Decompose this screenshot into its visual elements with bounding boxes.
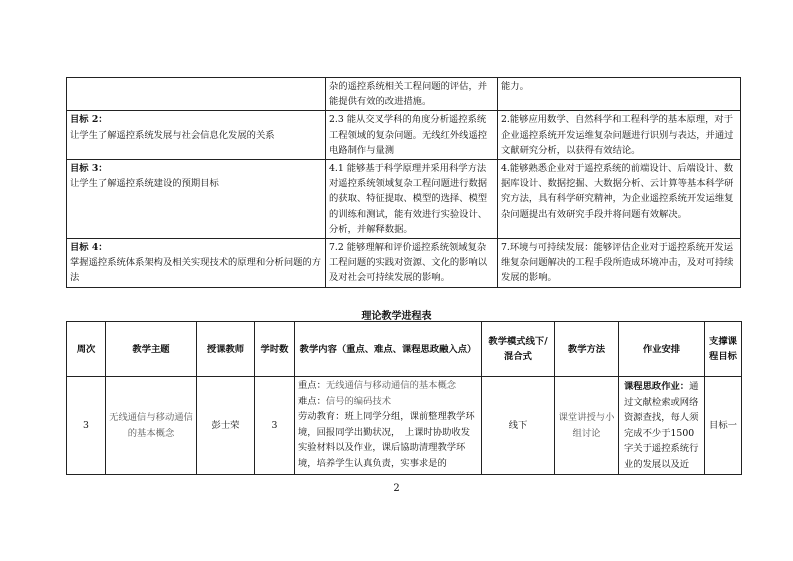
week-cell: 3: [67, 377, 106, 475]
key-text: 无线通信与移动通信的基本概念: [325, 380, 457, 391]
objective-title: 目标 4：: [70, 242, 108, 254]
difficulty-text: 信号的编码技术: [325, 395, 391, 407]
teacher-cell: 彭士荣: [197, 377, 255, 475]
objective-desc: 让学生了解遥控系统发展与社会信息化发展的关系: [70, 129, 275, 141]
schedule-caption: 理论教学进程表: [361, 311, 432, 322]
homework-label: 课程思政作业：: [624, 381, 690, 392]
key-label: 重点：: [298, 380, 326, 391]
objective-title: 目标 3：: [70, 163, 108, 175]
objective-desc: 掌握遥控系统体系架构及相关实现技术的原理和分析问题的方法: [70, 257, 322, 284]
indicator-cell: 4.1 能够基于科学原理并采用科学方法对遥控系统领域复杂工程问题进行数据的获取、特征提取、模型的选择、模型的训练和测试，能有效进行实验设计、分析，并解释数据。: [326, 160, 498, 239]
requirement-cell: 2.能够应用数学、自然科学和工程科学的基本原理，对于企业遥控系统开发运维复杂问题进行识别与表达，并通过文献研究分析，以获得有效结论。: [498, 111, 741, 160]
header-week: 周次: [67, 322, 106, 377]
method-cell: 课堂讲授与小组讨论: [555, 377, 619, 475]
table-row: [67, 239, 741, 288]
objectives-table: [66, 77, 741, 288]
mode-cell: 线下: [482, 377, 555, 475]
page-number: 2: [393, 483, 400, 494]
table-row: [67, 111, 741, 160]
requirement-cell: 4.能够熟悉企业对于遥控系统的前端设计、后端设计、数据库设计、数据挖掘、大数据分析、云计算等基本科学研究方法，具有科学研究精神，为企业遥控系统开发运维复杂问题提出有效研究手段并将问题有效解决。: [498, 160, 741, 239]
header-target: 支撑课程目标: [705, 322, 742, 377]
indicator-cell: 7.2 能够理解和评价遥控系统领域复杂工程问题的实践对资源、文化的影响以及对社会可持续发展的影响。: [326, 239, 498, 288]
header-topic: 教学主题: [106, 322, 197, 377]
objective-desc: 让学生了解遥控系统建设的预期目标: [70, 178, 219, 190]
homework-cell: [619, 377, 705, 475]
objective-title: 目标 2：: [70, 114, 108, 126]
header-mode: 教学模式线下/混合式: [482, 322, 555, 377]
requirement-cell: 能力。: [498, 78, 741, 111]
header-method: 教学方法: [555, 322, 619, 377]
key-point: [298, 378, 478, 394]
topic-cell: 无线通信与移动通信的基本概念: [106, 377, 197, 475]
header-content: 教学内容（重点、难点、课程思政融入点）: [295, 322, 482, 377]
hours-cell: 3: [255, 377, 295, 475]
table-row: [67, 160, 741, 239]
schedule-table: [66, 321, 742, 475]
table-row: [67, 78, 741, 111]
requirement-cell: 7.环境与可持续发展：能够评估企业对于遥控系统开发运维复杂问题解决的工程手段所造成环境冲击，及对可持续发展的影响。: [498, 239, 741, 288]
content-cell: [295, 377, 482, 475]
labor-education: 劳动教育：班上同学分组，课前整理教学环境，回报同学出勤状况， 上课时协助收发实验材料以及作业，课后協助清理教学环境，培养学生认真负责，实事求是的: [298, 411, 475, 469]
objective-cell: [67, 160, 326, 239]
table-row: [67, 377, 742, 475]
header-teacher: 授课教师: [197, 322, 255, 377]
objective-cell: [67, 111, 326, 160]
objective-cell: [67, 239, 326, 288]
difficulty-label: 难点：: [298, 395, 326, 407]
header-homework: 作业安排: [619, 322, 705, 377]
indicator-cell: 2.3 能从交叉学科的角度分析遥控系统工程领域的复杂问题。无线红外线遥控电路制作与量测: [326, 111, 498, 160]
homework-text: 通过文献检索或网络资源查找，每人须完成不少于1500字关于遥控系统行业的发展以及近: [624, 381, 699, 470]
difficulty-point: [298, 394, 478, 410]
header-hours: 学时数: [255, 322, 295, 377]
empty-cell: [67, 78, 326, 111]
indicator-cell: 杂的遥控系统相关工程问题的评估，并能提供有效的改进措施。: [326, 78, 498, 111]
target-cell: 目标一: [705, 377, 742, 475]
table-header-row: [67, 322, 742, 377]
